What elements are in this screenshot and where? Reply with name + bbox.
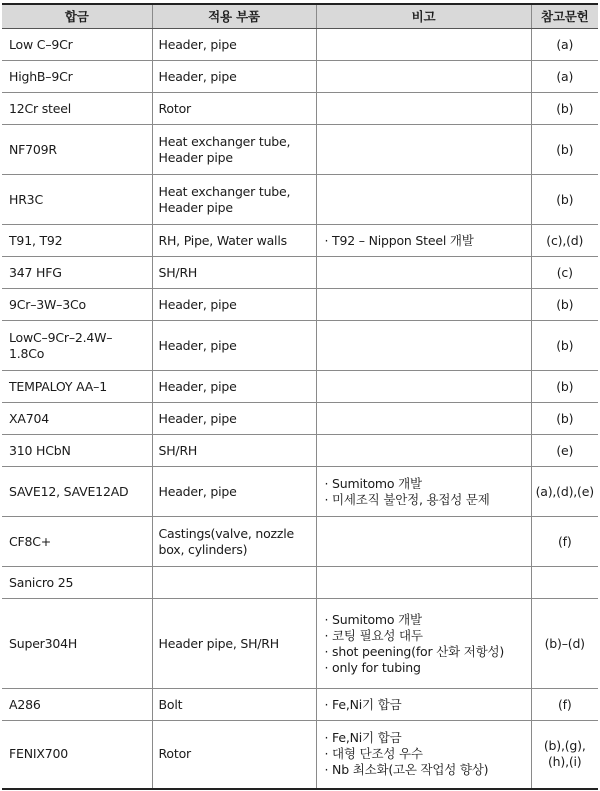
cell-parts — [152, 289, 316, 321]
cell-parts — [152, 225, 316, 257]
cell-parts — [152, 467, 316, 517]
parts-line: box, cylinders) — [158, 541, 248, 557]
cell-remarks — [316, 689, 531, 721]
remark-bullet: · Sumitomo 개발 — [325, 612, 525, 628]
cell-parts — [152, 61, 316, 93]
table-row — [2, 125, 598, 175]
alloy-name-line: HighB–9Cr — [9, 68, 73, 84]
cell-alloy — [2, 721, 152, 789]
cell-parts — [152, 125, 316, 175]
cell-parts — [152, 689, 316, 721]
cell-reference: (b) — [531, 371, 598, 403]
alloy-name-line: XA704 — [9, 410, 49, 426]
remark-bullet: · Sumitomo 개발 — [325, 476, 525, 492]
cell-parts — [152, 29, 316, 61]
cell-reference: (b)–(d) — [531, 599, 598, 689]
remark-bullet: · 미세조직 불안정, 용접성 문제 — [325, 492, 525, 508]
parts-line: Castings(valve, nozzle — [158, 525, 295, 541]
parts-line: Header, pipe — [158, 337, 237, 353]
cell-alloy — [2, 61, 152, 93]
alloy-name-line: 9Cr–3W–3Co — [9, 296, 86, 312]
cell-alloy — [2, 517, 152, 567]
parts-line: Header, pipe — [158, 68, 237, 84]
cell-reference: (f) — [531, 689, 598, 721]
alloy-name-line: SAVE12, SAVE12AD — [9, 483, 129, 499]
parts-line: Header pipe, SH/RH — [158, 635, 279, 651]
parts-line: Header pipe — [158, 199, 233, 215]
remark-bullet: · 코팅 필요성 대두 — [325, 628, 525, 644]
table-row — [2, 289, 598, 321]
remark-bullet: · T92 – Nippon Steel 개발 — [325, 233, 525, 249]
cell-alloy — [2, 689, 152, 721]
remark-bullet: · Fe,Ni기 합금 — [325, 697, 525, 713]
table-row — [2, 517, 598, 567]
cell-reference: (b) — [531, 321, 598, 371]
cell-reference: (a),(d),(e) — [531, 467, 598, 517]
cell-remarks — [316, 321, 531, 371]
parts-line: Header, pipe — [158, 410, 237, 426]
cell-parts — [152, 721, 316, 789]
cell-remarks — [316, 125, 531, 175]
cell-alloy — [2, 467, 152, 517]
parts-line: Header, pipe — [158, 483, 237, 499]
cell-remarks — [316, 467, 531, 517]
header-remarks: 비고 — [316, 4, 531, 29]
alloy-table — [2, 3, 598, 790]
table-row — [2, 93, 598, 125]
cell-reference: (c) — [531, 257, 598, 289]
parts-line: Header pipe — [158, 149, 233, 165]
alloy-name-line: Super304H — [9, 635, 78, 651]
table-row — [2, 599, 598, 689]
cell-parts — [152, 93, 316, 125]
cell-alloy — [2, 321, 152, 371]
cell-reference: (a) — [531, 61, 598, 93]
cell-reference: (b) — [531, 125, 598, 175]
parts-line: Rotor — [158, 746, 191, 762]
parts-line: Header, pipe — [158, 36, 237, 52]
alloy-name-line: 310 HCbN — [9, 442, 71, 458]
cell-alloy — [2, 125, 152, 175]
table-row — [2, 61, 598, 93]
cell-reference: (b),(g),(h),(i) — [531, 721, 598, 789]
cell-alloy — [2, 371, 152, 403]
header-reference: 참고문헌 — [531, 4, 598, 29]
cell-reference: (a) — [531, 29, 598, 61]
table-row — [2, 371, 598, 403]
table-header-row — [2, 4, 598, 29]
cell-alloy — [2, 599, 152, 689]
table-row — [2, 721, 598, 789]
header-alloy: 합금 — [2, 4, 152, 29]
table-row — [2, 435, 598, 467]
alloy-name-line: A286 — [9, 696, 41, 712]
cell-reference: (c),(d) — [531, 225, 598, 257]
cell-alloy — [2, 93, 152, 125]
cell-reference: (b) — [531, 93, 598, 125]
cell-remarks — [316, 567, 531, 599]
alloy-name-line: Sanicro 25 — [9, 574, 74, 590]
alloy-name-line: TEMPALOY AA–1 — [9, 378, 107, 394]
cell-remarks — [316, 175, 531, 225]
cell-remarks — [316, 403, 531, 435]
cell-parts — [152, 175, 316, 225]
table-row — [2, 403, 598, 435]
cell-alloy — [2, 403, 152, 435]
alloy-name-line: 1.8Co — [9, 345, 45, 361]
cell-alloy — [2, 29, 152, 61]
cell-parts — [152, 435, 316, 467]
alloy-name-line: LowC–9Cr–2.4W– — [9, 329, 113, 345]
alloy-name-line: HR3C — [9, 191, 43, 207]
cell-remarks — [316, 93, 531, 125]
parts-line: Heat exchanger tube, — [158, 183, 291, 199]
table-row — [2, 29, 598, 61]
cell-parts — [152, 257, 316, 289]
cell-parts — [152, 567, 316, 599]
cell-reference: (b) — [531, 175, 598, 225]
cell-reference — [531, 567, 598, 599]
remark-bullet: · Fe,Ni기 합금 — [325, 730, 525, 746]
remark-bullet: · 대형 단조성 우수 — [325, 746, 525, 762]
alloy-name-line: T91, T92 — [9, 232, 63, 248]
table-row — [2, 225, 598, 257]
cell-remarks — [316, 61, 531, 93]
alloy-name-line: 347 HFG — [9, 264, 62, 280]
cell-reference: (b) — [531, 289, 598, 321]
cell-alloy — [2, 567, 152, 599]
cell-alloy — [2, 225, 152, 257]
table-row — [2, 467, 598, 517]
cell-parts — [152, 403, 316, 435]
remark-bullet: · only for tubing — [325, 660, 525, 676]
cell-remarks — [316, 517, 531, 567]
cell-remarks — [316, 257, 531, 289]
cell-remarks — [316, 289, 531, 321]
parts-line: SH/RH — [158, 264, 198, 280]
parts-line: Header, pipe — [158, 296, 237, 312]
cell-parts — [152, 321, 316, 371]
alloy-name-line: CF8C+ — [9, 533, 52, 549]
parts-line: SH/RH — [158, 442, 198, 458]
cell-alloy — [2, 289, 152, 321]
table-row — [2, 689, 598, 721]
parts-line: Rotor — [158, 100, 191, 116]
cell-remarks — [316, 435, 531, 467]
cell-parts — [152, 517, 316, 567]
cell-remarks — [316, 721, 531, 789]
cell-reference: (e) — [531, 435, 598, 467]
remark-bullet: · Nb 최소화(고온 작업성 향상) — [325, 762, 525, 778]
table-row — [2, 567, 598, 599]
table-body — [2, 29, 598, 789]
remark-bullet: · shot peening(for 산화 저항성) — [325, 644, 525, 660]
header-parts: 적용 부품 — [152, 4, 316, 29]
alloy-name-line: 12Cr steel — [9, 100, 72, 116]
parts-line: Bolt — [158, 696, 183, 712]
table-row — [2, 257, 598, 289]
parts-line: Heat exchanger tube, — [158, 133, 291, 149]
table-row — [2, 175, 598, 225]
table-row — [2, 321, 598, 371]
alloy-name-line: Low C–9Cr — [9, 36, 73, 52]
parts-line: RH, Pipe, Water walls — [158, 232, 287, 248]
cell-remarks — [316, 225, 531, 257]
alloy-name-line: FENIX700 — [9, 746, 68, 762]
cell-parts — [152, 371, 316, 403]
alloy-name-line: NF709R — [9, 141, 57, 157]
cell-alloy — [2, 435, 152, 467]
cell-remarks — [316, 599, 531, 689]
cell-remarks — [316, 29, 531, 61]
cell-parts — [152, 599, 316, 689]
cell-alloy — [2, 257, 152, 289]
cell-alloy — [2, 175, 152, 225]
parts-line: Header, pipe — [158, 378, 237, 394]
cell-remarks — [316, 371, 531, 403]
cell-reference: (f) — [531, 517, 598, 567]
cell-reference: (b) — [531, 403, 598, 435]
